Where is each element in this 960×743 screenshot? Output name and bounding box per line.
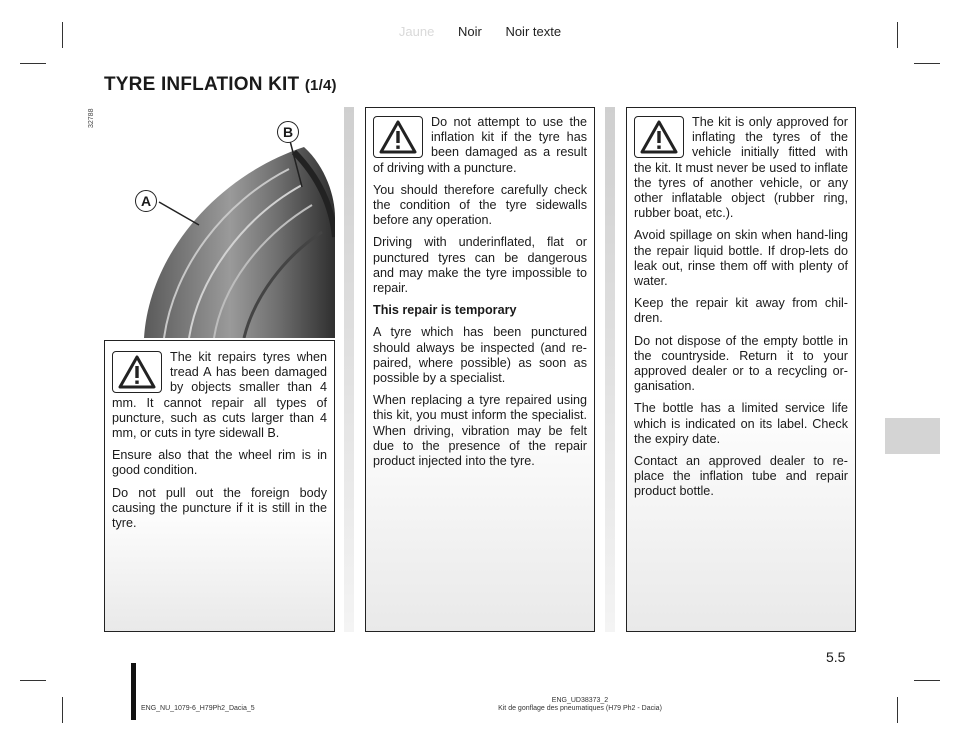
figure-code: 32788 [88,108,95,128]
crop-mark [897,697,898,723]
crop-mark [20,680,46,681]
panel1-paragraph-3: Do not pull out the foreign body causing the puncture if it is still in the tyre. [112,485,327,531]
footer-bar [131,663,136,720]
warning-icon [634,116,684,158]
panel3-paragraph-2: Avoid spillage on skin when hand-ling the repair liquid bottle. If drop-lets do leak out, rinse them off with plenty of water. [634,228,848,289]
crop-mark [914,680,940,681]
panel3-paragraph-5: The bottle has a limited service life which is indicated on its label. Check the expiry date. [634,401,848,446]
chapter-tab [885,418,940,454]
warning-icon [373,116,423,158]
panel3-paragraph-1: The kit is only approved for inflating the tyres of the vehicle initially fitted with the kit. It must never be used to inflate the tyres of another vehicle, or any other inflatable object (rubber ring, rubber boat, etc.). [634,115,848,221]
footer-right-code: ENG_UD38373_2 [551,697,609,704]
color-noir: Noir [457,24,482,39]
title-main: TYRE INFLATION KIT [104,74,300,95]
crop-mark [20,63,46,64]
tyre-illustration [104,107,335,338]
tyre-drawing [104,107,335,338]
panel3-paragraph-6: Contact an approved dealer to re-place the inflation tube and repair product bottle. [634,454,848,499]
panel1-paragraph-1: The kit repairs tyres when tread A has been damaged by objects smaller than 4 mm. It cannot repair all types of puncture, such as cuts larger than 4 mm, or cuts in tyre sidewall B. [112,350,327,441]
warning-panel-2 [365,107,595,632]
column-separator [605,107,615,632]
panel3-paragraph-4: Do not dispose of the empty bottle in the countryside. Return it to your approved dealer or to a recycling or-ganisation. [634,333,848,394]
title-suffix: (1/4) [304,77,337,94]
color-separation-header [0,24,960,39]
label-b: B [277,121,299,143]
color-noir-texte: Noir texte [505,24,562,39]
footer-left-code: ENG_NU_1079-6_H79Ph2_Dacia_5 [141,705,255,712]
panel2-paragraph-5: A tyre which has been punctured should always be inspected (and re-paired, where possible) as soon as possible by a specialist. [373,325,587,386]
panel2-paragraph-1: Do not attempt to use the inflation kit if the tyre has been damaged as a result of driving with a puncture. [373,115,587,175]
panel3-paragraph-3: Keep the repair kit away from chil-dren. [634,296,848,326]
warning-icon [112,351,162,393]
panel2-paragraph-4: This repair is temporary [373,303,517,318]
panel2-paragraph-3: Driving with underinflated, flat or punctured tyres can be dangerous and may make the tyre impossible to repair. [373,235,587,296]
crop-mark [914,63,940,64]
warning-panel-1 [104,340,335,632]
panel2-paragraph-6: When replacing a tyre repaired using this kit, you must inform the specialist. When driving, vibration may be felt due to the presence of the repair product injected into the tyre. [373,393,587,469]
label-a: A [135,190,157,212]
page-title [104,74,337,96]
warning-panel-3 [626,107,856,632]
page-number: 5.5 [826,649,846,665]
color-jaune: Jaune [398,24,435,39]
column-separator [344,107,354,632]
footer-right-title: Kit de gonflage des pneumatiques (H79 Ph2 - Dacia) [498,705,662,712]
panel1-paragraph-2: Ensure also that the wheel rim is in good condition. [112,448,327,478]
crop-mark [62,697,63,723]
footer-right [470,697,690,713]
panel2-paragraph-2: You should therefore carefully check the condition of the tyre sidewalls before any operation. [373,182,587,228]
